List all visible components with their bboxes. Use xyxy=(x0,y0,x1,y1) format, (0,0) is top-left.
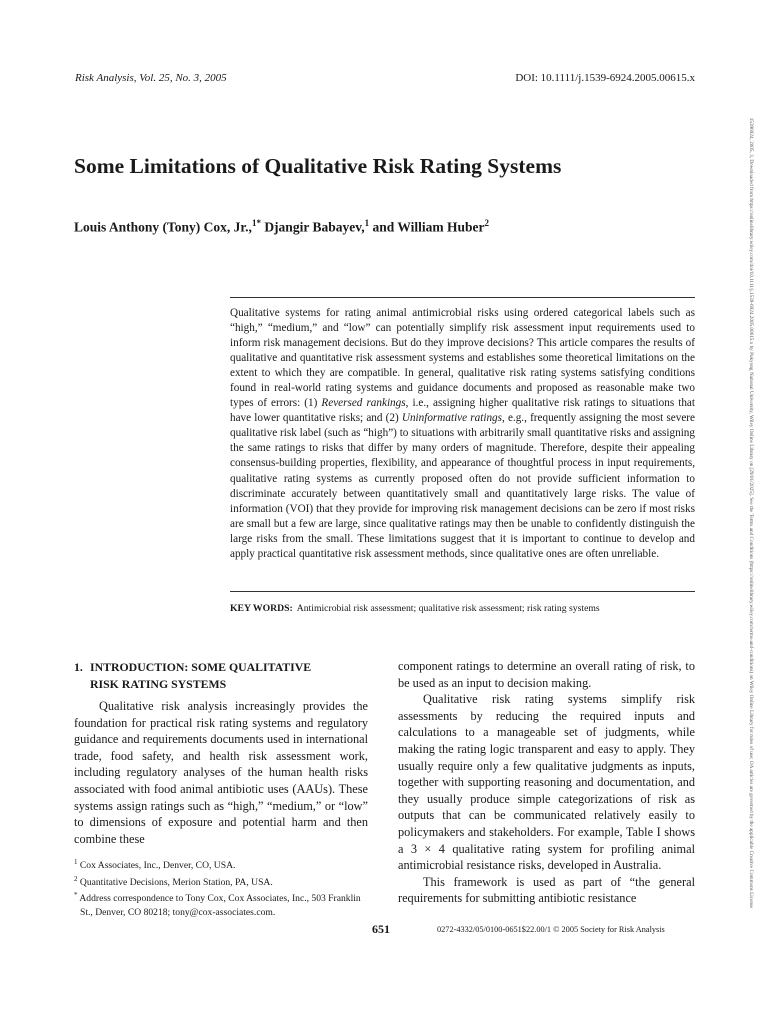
author-cox: Louis Anthony (Tony) Cox, Jr., xyxy=(74,219,252,235)
abstract-emphasis-uninformative: Uninformative ratings xyxy=(401,412,502,425)
footnote-1 xyxy=(74,856,374,873)
abstract-text-2: , i.e., assigning higher qualitative risk ratings to situations that have lower quantitative risks; and (2) xyxy=(230,397,696,425)
author-babayev-affiliation: 1 xyxy=(364,218,370,228)
author-huber: and William Huber xyxy=(369,219,485,235)
author-babayev: Djangir Babayev, xyxy=(260,219,365,235)
keywords-label: KEY WORDS: xyxy=(230,603,293,614)
issn-copyright: 0272-4332/05/0100-0651$22.00/1 © 2005 Society for Risk Analysis xyxy=(437,925,665,934)
author-list xyxy=(74,218,694,236)
abstract-text-3: , e.g., frequently assigning the most severe qualitative risk label (such as “high”) to situations with arbitrarily small quantitative risks and assigning the same ratings to risks that differ by many orders of magnitude. Therefore, despite their appealing consensus-building properties, flexibility, and appearance of thoughtful process in input requirements, qualitative rating systems as currently proposed often do not provide sufficient information to discriminate accurately between quantitatively small and quantitatively large risks. The value of information (VOI) that they provide for improving risk management decisions can be zero if most risks are small but a few are large, since qualitative ratings may then be unable to confidently distinguish the large risks from the small. These limitations suggest that it is important to continue to develop and apply practical quantitative risk assessment methods, since qualitative ones are often unreliable. xyxy=(230,412,695,560)
section-title-line-1: INTRODUCTION: SOME QUALITATIVE xyxy=(90,660,312,674)
section-heading xyxy=(74,659,374,693)
body-paragraph: component ratings to determine an overall rating of risk, to be used as an input to decision making. xyxy=(398,659,695,690)
keywords-text: Antimicrobial risk assessment; qualitative risk assessment; risk rating systems xyxy=(296,603,600,614)
footnote-1-text: Cox Associates, Inc., Denver, CO, USA. xyxy=(77,860,236,872)
footnote-3-text: Address correspondence to Tony Cox, Cox Associates, Inc., 503 Franklin St., Denver, CO 80218; tony@cox-associates.com. xyxy=(77,893,361,918)
footnote-2 xyxy=(74,873,374,890)
article-title: Some Limitations of Qualitative Risk Rating Systems xyxy=(74,154,562,178)
body-paragraph: Qualitative risk rating systems simplify risk assessments by reducing the required inputs and calculations to a manageable set of judgments, while making the rating logic transparent and easy to apply. They usually require only a few qualitative judgments as inputs, together with supporting reasoning and documentation, and they usually produce simple categorizations of risk as outputs that can be communicated relatively easily to policymakers and stakeholders. For example, Table I shows a 3 × 4 qualitative rating system for profiling animal antimicrobial resistance risks, developed in Australia. xyxy=(398,692,695,873)
author-cox-affiliation: 1* xyxy=(251,218,261,228)
keywords xyxy=(230,603,695,614)
body-column-left xyxy=(74,698,368,847)
body-column-right xyxy=(398,658,695,907)
abstract-bottom-rule xyxy=(230,591,695,592)
abstract-top-rule xyxy=(230,297,695,298)
author-huber-affiliation: 2 xyxy=(484,218,489,228)
page-number: 651 xyxy=(372,922,390,936)
footnote-3 xyxy=(74,889,374,919)
body-paragraph: This framework is used as part of “the general requirements for submitting antibiotic resistance xyxy=(398,874,695,906)
section-title-line-2: RISK RATING SYSTEMS xyxy=(90,677,227,691)
footnotes xyxy=(74,856,374,919)
download-notice-strip xyxy=(746,18,756,1008)
footnote-3-mark: * xyxy=(74,891,78,900)
footnote-2-text: Quantitative Decisions, Merion Station, PA, USA. xyxy=(77,876,273,888)
doi: DOI: 10.1111/j.1539-6924.2005.00615.x xyxy=(515,72,695,84)
footnote-2-mark: 2 xyxy=(74,874,78,883)
abstract-text-1: Qualitative systems for rating animal antimicrobial risks using ordered categorical labels such as “high,” “medium,” and “low” can potentially simplify risk assessment input requirements used to inform risk management decisions. But do they improve decisions? This article compares the results of qualitative and quantitative risk assessment systems and establishes some theoretical limitations on the extent to which they are compatible. In general, qualitative risk rating systems satisfying conditions found in real-world rating systems and guidance documents and proposed as reasonable make two types of errors: (1) xyxy=(230,307,695,410)
abstract xyxy=(230,306,695,562)
download-notice-text: 15396924, 2005, 3, Downloaded from https://onlinelibrary.wiley.com/doi/10.1111/j.1539-6924.2005.00615.x by Pukyong National University, Wiley Online Library on [29/01/2025]. See the Terms and Conditions (https://onlinelibrary.wiley.com/terms-and-conditions) on Wiley Online Library for rules of use; OA articles are governed by the applicable Creative Commons License xyxy=(748,117,754,909)
body-paragraph: Qualitative risk analysis increasingly provides the foundation for practical risk rating systems and regulatory guidance and requirements documents used in international trade, food safety, and health risk assessment work, including regulatory analyses of the human health risks associated with food animal antibiotic uses (AAUs). These systems assign ratings such as “high,” “medium,” or “low” to dimensions of exposure and potential harm and then combine these xyxy=(74,699,368,846)
journal-citation: Risk Analysis, Vol. 25, No. 3, 2005 xyxy=(75,72,227,84)
section-number: 1. xyxy=(74,660,83,674)
footnote-1-mark: 1 xyxy=(74,858,78,866)
abstract-emphasis-reversed: Reversed rankings xyxy=(321,397,406,410)
